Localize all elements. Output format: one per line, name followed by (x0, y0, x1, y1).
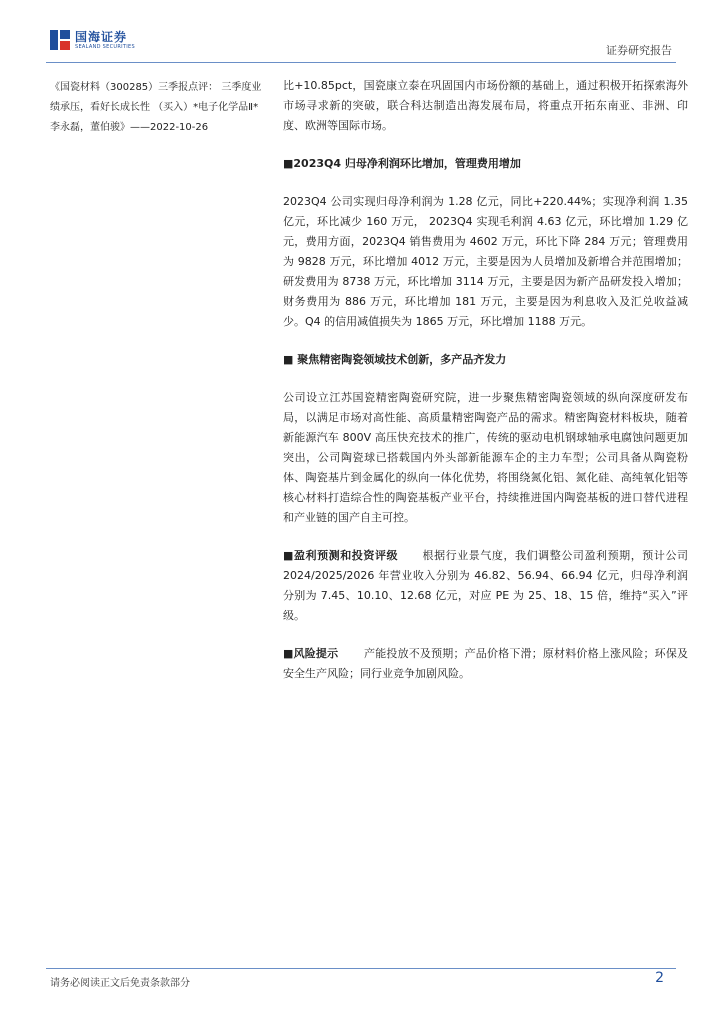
section-body-q4-profit: 2023Q4 公司实现归母净利润为 1.28 亿元，同比+220.44%；实现净利润 1.35 亿元，环比减少 160 万元， 2023Q4 实现毛利润 4.63 亿元，环比增加 1.29 亿元，费用方面，2023Q4 销售费用为 4602 万元，环比下降 284 万元；管理费用为 9828 万元，环比增加 4012 万元，主要是因为人员增加及新增合并范围增加；研发费用为 8738 万元，环比增加 3114 万元，主要是因为新产品研发投入增加；财务费用为 886 万元，环比增加 181 万元，主要是因为利息收入及汇兑收益减少。Q4 的信用减值损失为 1865 万元，环比增加 1188 万元。 (283, 195, 688, 328)
logo-name-cn: 国海证券 (75, 29, 128, 44)
footer-divider (46, 968, 676, 969)
intro-paragraph: 比+10.85pct，国瓷康立泰在巩固国内市场份额的基础上，通过积极开拓探索海外市场寻求新的突破，联合科达制造出海发展布局，将重点开拓东南亚、非洲、印度、欧洲等国际市场。 (283, 79, 688, 132)
footer-disclaimer: 请务必阅读正文后免责条款部分 (50, 978, 190, 989)
section-title-precision-ceramics: ■ 聚焦精密陶瓷领域技术创新，多产品齐发力 (283, 353, 507, 366)
page-number: 2 (655, 970, 664, 986)
section-title-q4-profit: ■2023Q4 归母净利润环比增加，管理费用增加 (283, 157, 521, 170)
company-logo (50, 30, 135, 50)
sealand-logo-icon (50, 30, 70, 50)
report-type-label: 证券研究报告 (606, 44, 672, 57)
section-body-precision-ceramics: 公司设立江苏国瓷精密陶瓷研究院，进一步聚焦精密陶瓷领域的纵向深度研发布局，以满足市场对高性能、高质量精密陶瓷产品的需求。精密陶瓷材料板块，随着新能源汽车 800V 高压快充技术的推广，传统的驱动电机钢球轴承电腐蚀问题更加突出，公司陶瓷球已搭载国内外头部新能源车企的主力车型；公司具备从陶瓷粉体、陶瓷基片到金属化的纵向一体化优势，将围绕氮化铝、氮化硅、高纯氧化铝等核心材料打造综合性的陶瓷基板产业平台，持续推进国内陶瓷基板的进口替代进程和产业链的国产自主可控。 (283, 391, 688, 524)
section-body-risk: 产能投放不及预期；产品价格下滑；原材料价格上涨风险；环保及安全生产风险；同行业竞争加剧风险。 (283, 647, 689, 680)
section-title-risk: ■风险提示 (283, 647, 339, 660)
related-report-text: 《国瓷材料（300285）三季报点评： 三季度业绩承压，看好长成长性 （买入）*电子化学品Ⅱ*李永磊，董伯骏》——2022-10-26 (50, 82, 262, 133)
related-report-sidebar (50, 78, 262, 138)
logo-name-en: SEALAND SECURITIES (75, 43, 135, 50)
section-forecast-rating (283, 546, 688, 626)
page-header (46, 28, 676, 62)
section-risk (283, 644, 688, 684)
section-body-forecast: 根据行业景气度，我们调整公司盈利预期，预计公司 2024/2025/2026 年营业收入分别为 46.82、56.94、66.94 亿元，归母净利润分别为 7.45、10.10、12.68 亿元，对应 PE 为 25、18、15 倍，维持“买入”评级。 (283, 549, 689, 622)
section-title-forecast: ■盈利预测和投资评级 (283, 549, 399, 562)
main-content (283, 76, 688, 684)
header-divider (46, 62, 676, 63)
